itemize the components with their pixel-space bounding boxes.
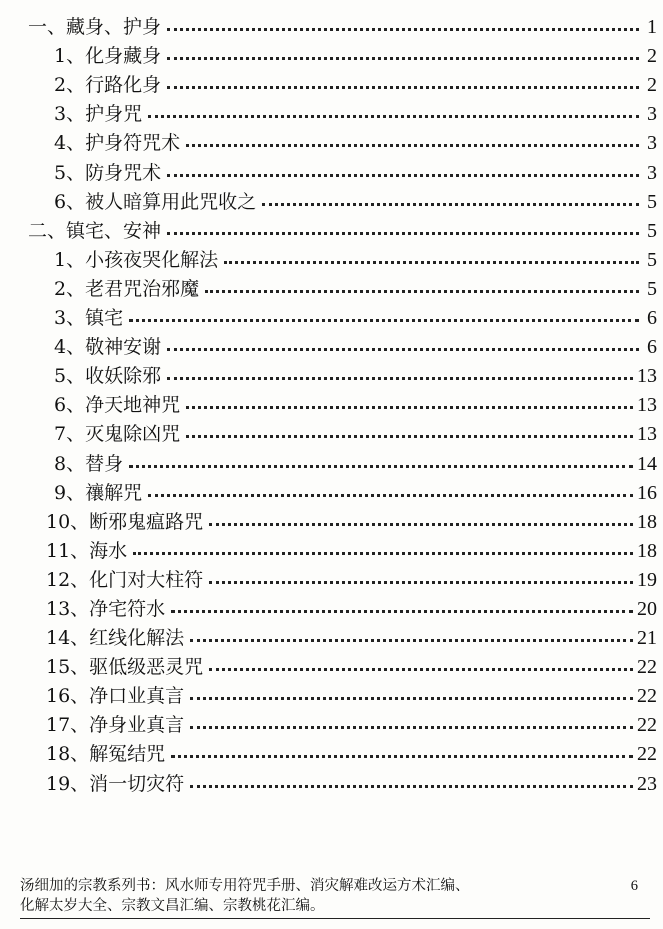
toc-entry [0,648,663,677]
toc-entry [0,590,663,619]
dot-leader [167,377,633,380]
toc-entry-page-number: 3 [647,132,657,155]
toc-entry-title: 2、老君咒治邪魔 [54,277,200,300]
toc-entry [0,619,663,648]
dot-leader [262,203,639,206]
toc-entry-page-number: 6 [647,307,657,330]
toc-entry-title: 1、小孩夜哭化解法 [54,248,219,271]
toc-entry-title: 5、防身咒术 [54,161,162,184]
dot-leader [209,523,633,526]
table-of-contents [0,8,663,794]
toc-entry-title: 16、净口业真言 [46,685,185,708]
toc-entry [0,153,663,182]
toc-entry-title: 3、护身咒 [54,103,143,126]
toc-entry-title: 9、禳解咒 [54,481,143,504]
toc-entry-title: 7、灭鬼除凶咒 [54,423,181,446]
toc-entry-page-number: 13 [637,423,657,446]
toc-entry-title: 15、驱低级恶灵咒 [46,656,204,679]
toc-entry-page-number: 18 [637,539,657,562]
toc-entry-title: 5、收妖除邪 [54,365,162,388]
toc-entry-page-number: 13 [637,394,657,417]
toc-section-heading [0,8,663,37]
toc-entry-title: 11、海水 [46,539,128,562]
toc-entry-page-number: 5 [647,248,657,271]
toc-entry [0,444,663,473]
dot-leader [186,435,633,438]
toc-entry-title: 1、化身藏身 [54,45,162,68]
dot-leader [171,610,633,613]
footer-series-text-line1: 汤细加的宗教系列书：风水师专用符咒手册、消灾解难改运方术汇编、 [20,878,470,894]
toc-entry [0,95,663,124]
page-footer [20,876,650,919]
toc-entry [0,357,663,386]
toc-entry [0,66,663,95]
dot-leader [190,785,633,788]
toc-entry-page-number: 2 [647,45,657,68]
toc-entry-page-number: 21 [637,627,657,650]
toc-entry-page-number: 6 [647,336,657,359]
toc-entry-title: 4、敬神安谢 [54,336,162,359]
dot-leader [171,755,633,758]
toc-entry [0,532,663,561]
toc-entry-page-number: 13 [637,365,657,388]
footer-series-text-line2: 化解太岁大全、宗教文昌汇编、宗教桃花汇编。 [20,896,650,919]
dot-leader [167,232,639,235]
toc-entry-page-number: 22 [637,656,657,679]
dot-leader [190,726,633,729]
dot-leader [209,668,633,671]
dot-leader [190,639,633,642]
toc-entry [0,183,663,212]
toc-entry [0,386,663,415]
toc-entry-title: 14、红线化解法 [46,627,185,650]
toc-entry-page-number: 5 [647,190,657,213]
toc-entry-page-number: 1 [647,16,657,39]
toc-entry [0,299,663,328]
toc-entry [0,561,663,590]
toc-entry-title: 12、化门对大柱符 [46,568,204,591]
dot-leader [224,261,639,264]
dot-leader [148,494,633,497]
toc-entry-title: 2、行路化身 [54,74,162,97]
toc-entry-title: 18、解冤结咒 [46,743,166,766]
toc-entry [0,37,663,66]
dot-leader [167,348,639,351]
dot-leader [209,581,633,584]
toc-entry [0,735,663,764]
toc-entry-page-number: 22 [637,743,657,766]
dot-leader [167,86,639,89]
toc-entry-page-number: 14 [637,452,657,475]
toc-entry-title: 17、净身业真言 [46,714,185,737]
toc-entry-title: 6、被人暗算用此咒收之 [54,190,257,213]
toc-entry-title: 3、镇宅 [54,307,124,330]
dot-leader [186,144,639,147]
toc-entry [0,764,663,793]
toc-entry [0,328,663,357]
toc-entry-page-number: 16 [637,481,657,504]
toc-entry [0,474,663,503]
toc-entry-title: 4、护身符咒术 [54,132,181,155]
toc-entry-page-number: 20 [637,597,657,620]
toc-entry-page-number: 3 [647,103,657,126]
toc-entry-title: 13、净宅符水 [46,597,166,620]
dot-leader [167,57,639,60]
dot-leader [129,465,633,468]
dot-leader [186,406,633,409]
dot-leader [148,115,639,118]
toc-entry [0,677,663,706]
toc-entry-page-number: 18 [637,510,657,533]
toc-entry [0,124,663,153]
toc-entry [0,503,663,532]
dot-leader [167,174,639,177]
toc-entry-page-number: 5 [647,219,657,242]
toc-entry-title: 8、替身 [54,452,124,475]
toc-entry-page-number: 22 [637,714,657,737]
toc-entry-title: 二、镇宅、安神 [28,219,162,242]
toc-entry-page-number: 19 [637,568,657,591]
dot-leader [205,290,639,293]
toc-entry [0,415,663,444]
toc-entry-title: 6、净天地神咒 [54,394,181,417]
toc-entry-page-number: 22 [637,685,657,708]
toc-entry-page-number: 2 [647,74,657,97]
toc-entry-page-number: 5 [647,277,657,300]
dot-leader [190,697,633,700]
toc-section-heading [0,212,663,241]
toc-entry [0,706,663,735]
toc-entry-page-number: 23 [637,772,657,795]
toc-entry [0,241,663,270]
toc-entry-page-number: 3 [647,161,657,184]
dot-leader [133,552,633,555]
toc-entry [0,270,663,299]
dot-leader [167,28,639,31]
toc-entry-title: 一、藏身、护身 [28,16,162,39]
dot-leader [129,319,639,322]
toc-entry-title: 19、消一切灾符 [46,772,185,795]
footer-page-number: 6 [630,878,638,894]
toc-entry-title: 10、断邪鬼瘟路咒 [46,510,204,533]
